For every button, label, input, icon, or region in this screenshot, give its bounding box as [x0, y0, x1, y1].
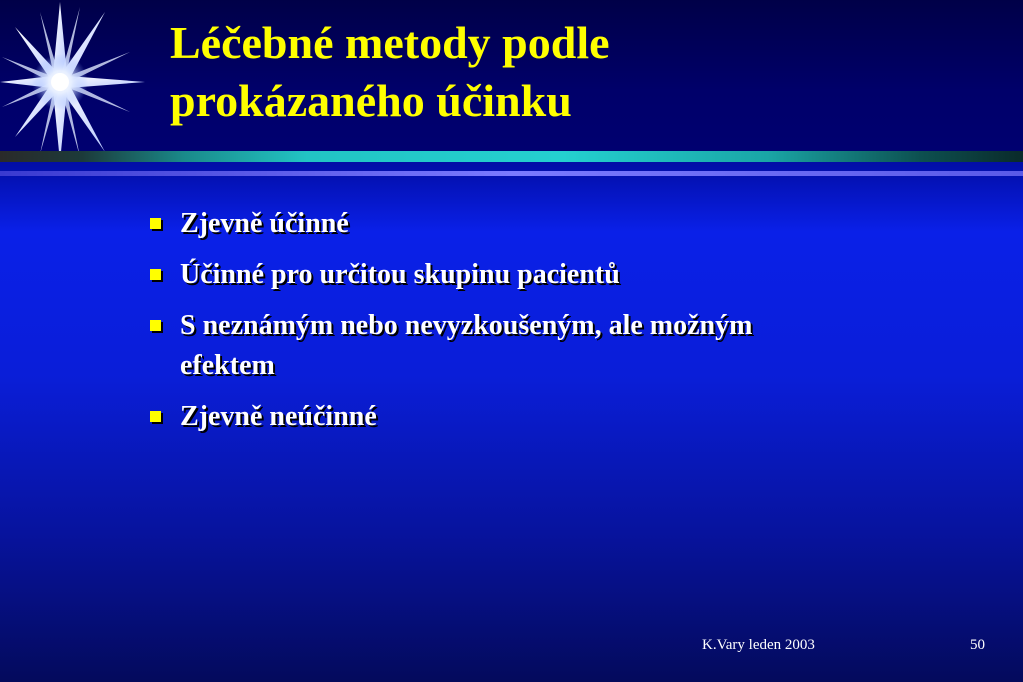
bullet-item: [148, 204, 848, 244]
slide-title: [170, 14, 970, 130]
slide-title-line-1: Léčebné metody podle: [170, 17, 610, 68]
footer-author-date: K.Vary leden 2003: [702, 637, 815, 653]
bullet-text: Zjevně účinné: [180, 208, 349, 239]
accent-bar-bottom: [0, 171, 1023, 176]
bullet-item: [148, 397, 848, 437]
bullet-item: [148, 306, 848, 386]
bullet-text: Zjevně neúčinné: [180, 401, 377, 432]
slide-title-line-2: prokázaného účinku: [170, 75, 572, 126]
square-bullet-icon: [150, 218, 161, 229]
bullet-text: S neznámým nebo nevyzkoušeným, ale možným efektem: [180, 310, 753, 381]
star-burst-icon: [0, 0, 150, 165]
accent-bar-top: [0, 151, 1023, 162]
bullet-item: [148, 255, 848, 295]
square-bullet-icon: [150, 269, 161, 280]
square-bullet-icon: [150, 320, 161, 331]
bullet-text: Účinné pro určitou skupinu pacientů: [180, 259, 620, 290]
square-bullet-icon: [150, 411, 161, 422]
page-number: 50: [970, 637, 985, 653]
bullet-list: [148, 204, 848, 448]
